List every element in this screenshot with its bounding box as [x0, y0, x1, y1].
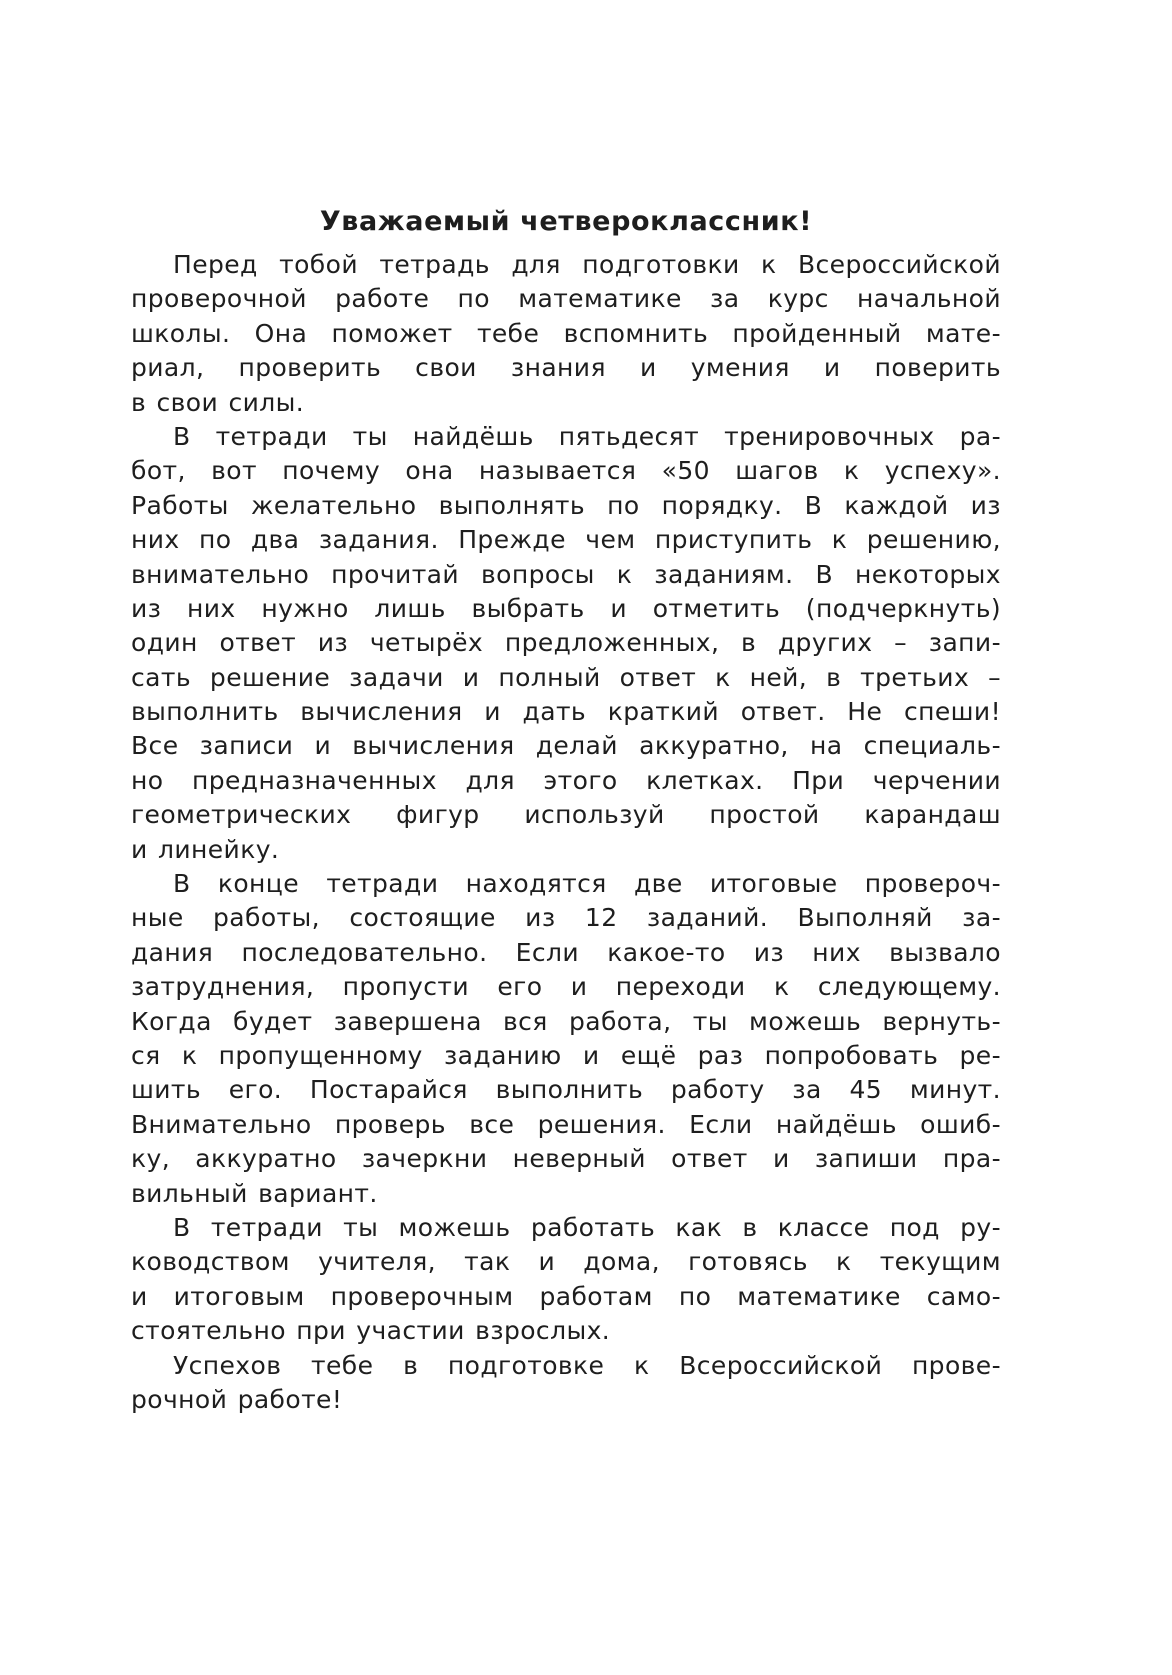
- paragraph: [131, 420, 1001, 867]
- text-line: и итоговым проверочным работам по математике само-: [131, 1281, 1001, 1311]
- text-line: них по два задания. Прежде чем приступить к решению,: [131, 525, 1001, 555]
- text-line: ководством учителя, так и дома, готовясь к текущим: [131, 1247, 1001, 1277]
- text-line: один ответ из четырёх предложенных, в других – запи-: [131, 628, 1001, 658]
- paragraph: [131, 248, 1001, 420]
- text-line: дания последовательно. Если какое-то из них вызвало: [131, 937, 1001, 967]
- text-line: геометрических фигур используй простой карандаш: [131, 800, 1001, 830]
- paragraph: [131, 867, 1001, 1211]
- paragraph: [131, 1349, 1001, 1418]
- text-line: ся к пропущенному заданию и ещё раз попробовать ре-: [131, 1040, 1001, 1070]
- text-line: Все записи и вычисления делай аккуратно, на специаль-: [131, 731, 1001, 761]
- text-line: и линейку.: [131, 834, 280, 864]
- text-line: В тетради ты найдёшь пятьдесят тренировочных ра-: [173, 421, 1001, 451]
- text-line: В тетради ты можешь работать как в классе под ру-: [173, 1212, 1001, 1242]
- letter-body: [131, 202, 1001, 1417]
- text-line: В конце тетради находятся две итоговые провероч-: [173, 869, 1001, 899]
- text-line: Перед тобой тетрадь для подготовки к Всероссийской: [173, 250, 1001, 279]
- text-line: шить его. Постарайся выполнить работу за 45 минут.: [131, 1075, 1001, 1105]
- text-line: школы. Она поможет тебе вспомнить пройденный мате-: [131, 318, 1001, 348]
- text-line: выполнить вычисления и дать краткий ответ. Не спеши!: [131, 697, 1001, 727]
- paragraph: [131, 1211, 1001, 1349]
- text-line: рочной работе!: [131, 1384, 343, 1414]
- text-line: стоятельно при участии взрослых.: [131, 1316, 611, 1346]
- text-line: ные работы, состоящие из 12 заданий. Выполняй за-: [131, 903, 1001, 933]
- text-line: риал, проверить свои знания и умения и поверить: [131, 353, 1001, 383]
- text-line: но предназначенных для этого клетках. При черчении: [131, 765, 1001, 795]
- text-line: Успехов тебе в подготовке к Всероссийской прове-: [173, 1350, 1001, 1380]
- paragraph-list: [131, 248, 1001, 1417]
- text-line: внимательно прочитай вопросы к заданиям. В некоторых: [131, 559, 1001, 589]
- text-line: бот, вот почему она называется «50 шагов к успеху».: [131, 456, 1001, 486]
- text-line: ку, аккуратно зачеркни неверный ответ и запиши пра-: [131, 1144, 1001, 1174]
- text-line: вильный вариант.: [131, 1178, 378, 1208]
- text-line: затруднения, пропусти его и переходи к следующему.: [131, 972, 1001, 1002]
- page-title: Уважаемый четвероклассник!: [319, 206, 813, 237]
- text-line: Когда будет завершена вся работа, ты можешь вернуть-: [131, 1006, 1001, 1036]
- text-line: из них нужно лишь выбрать и отметить (подчеркнуть): [131, 593, 1001, 623]
- text-line: в свои силы.: [131, 387, 305, 417]
- text-line: сать решение задачи и полный ответ к ней, в третьих –: [131, 662, 1001, 692]
- text-line: Внимательно проверь все решения. Если найдёшь ошиб-: [131, 1109, 1001, 1139]
- text-line: проверочной работе по математике за курс начальной: [131, 284, 1001, 314]
- text-line: Работы желательно выполнять по порядку. В каждой из: [131, 490, 1001, 520]
